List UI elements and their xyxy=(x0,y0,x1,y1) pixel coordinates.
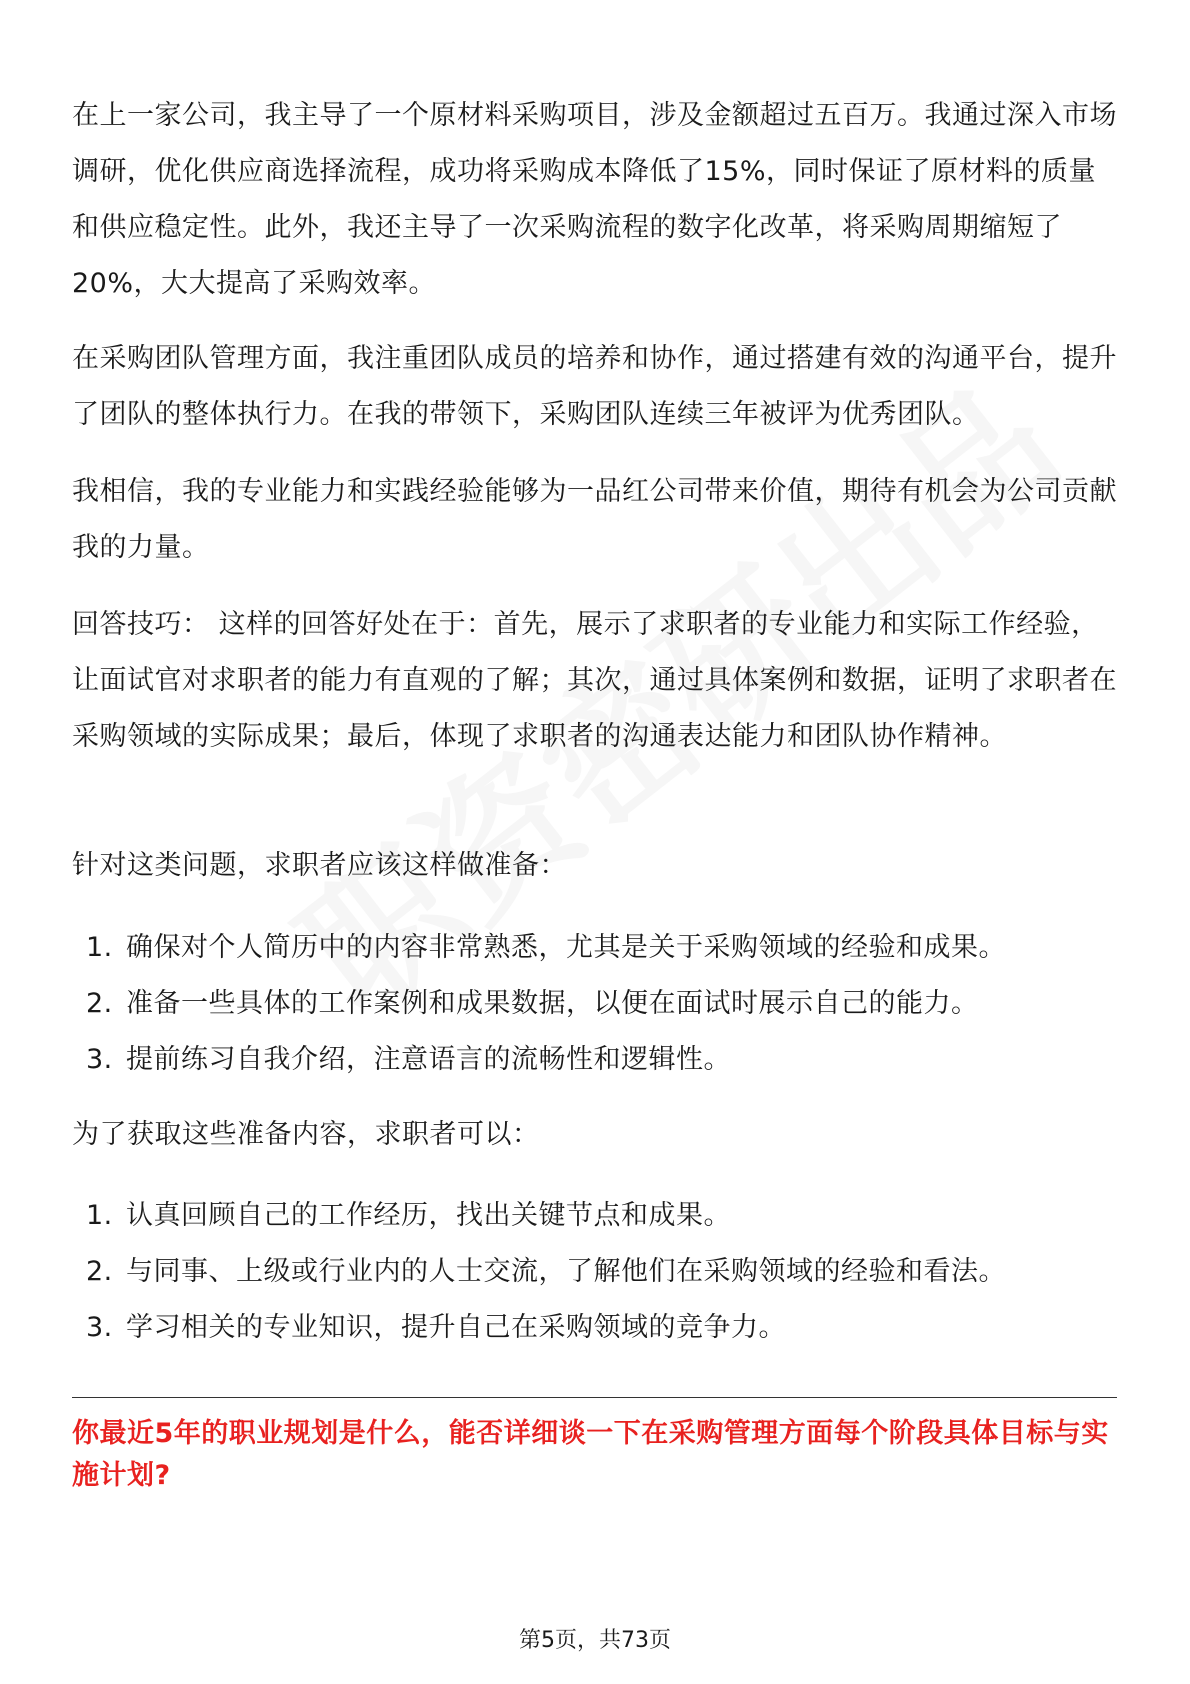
list-number: 3. xyxy=(86,1044,113,1075)
section-divider xyxy=(72,1397,1117,1398)
list-item xyxy=(72,1300,1117,1356)
page-footer: 第5页，共73页 xyxy=(519,1628,671,1653)
paragraph-project-experience: 在上一家公司，我主导了一个原材料采购项目，涉及金额超过五百万。我通过深入市场调研，优化供应商选择流程，成功将采购成本降低了15%，同时保证了原材料的质量和供应稳定性。此外，我还主导了一次采购流程的数字化改革，将采购周期缩短了20%，大大提高了采购效率。 xyxy=(72,100,1117,299)
paragraph-team-management: 在采购团队管理方面，我注重团队成员的培养和协作，通过搭建有效的沟通平台，提升了团队的整体执行力。在我的带领下，采购团队连续三年被评为优秀团队。 xyxy=(72,343,1117,430)
list-number: 1. xyxy=(86,932,113,963)
paragraph-prep-intro: 针对这类问题，求职者应该这样做准备： xyxy=(72,850,567,881)
prep-list xyxy=(72,920,1117,1088)
list-number: 3. xyxy=(86,1312,113,1343)
list-item-text: 与同事、上级或行业内的人士交流，了解他们在采购领域的经验和看法。 xyxy=(126,1256,1006,1287)
document-page xyxy=(72,0,1117,1684)
list-item-text: 确保对个人简历中的内容非常熟悉，尤其是关于采购领域的经验和成果。 xyxy=(126,932,1006,963)
list-number: 2. xyxy=(86,1256,113,1287)
list-item-text: 学习相关的专业知识，提升自己在采购领域的竞争力。 xyxy=(126,1312,786,1343)
obtain-list xyxy=(72,1188,1117,1356)
list-number: 1. xyxy=(86,1200,113,1231)
list-item-text: 提前练习自我介绍，注意语言的流畅性和逻辑性。 xyxy=(126,1044,731,1075)
paragraph-answer-tips: 回答技巧： 这样的回答好处在于：首先，展示了求职者的专业能力和实际工作经验，让面试官对求职者的能力有直观的了解；其次，通过具体案例和数据，证明了求职者在采购领域的实际成果；最后，体现了求职者的沟通表达能力和团队协作精神。 xyxy=(72,609,1117,752)
paragraph-belief: 我相信，我的专业能力和实践经验能够为一品红公司带来价值，期待有机会为公司贡献我的力量。 xyxy=(72,476,1117,563)
list-item xyxy=(72,920,1117,976)
list-item xyxy=(72,1244,1117,1300)
next-question-heading: 你最近5年的职业规划是什么，能否详细谈一下在采购管理方面每个阶段具体目标与实施计划? xyxy=(72,1418,1109,1491)
list-item xyxy=(72,1188,1117,1244)
list-number: 2. xyxy=(86,988,113,1019)
list-item xyxy=(72,1032,1117,1088)
list-item xyxy=(72,976,1117,1032)
paragraph-obtain-intro: 为了获取这些准备内容，求职者可以： xyxy=(72,1119,540,1150)
list-item-text: 准备一些具体的工作案例和成果数据，以便在面试时展示自己的能力。 xyxy=(126,988,979,1019)
list-item-text: 认真回顾自己的工作经历，找出关键节点和成果。 xyxy=(126,1200,731,1231)
